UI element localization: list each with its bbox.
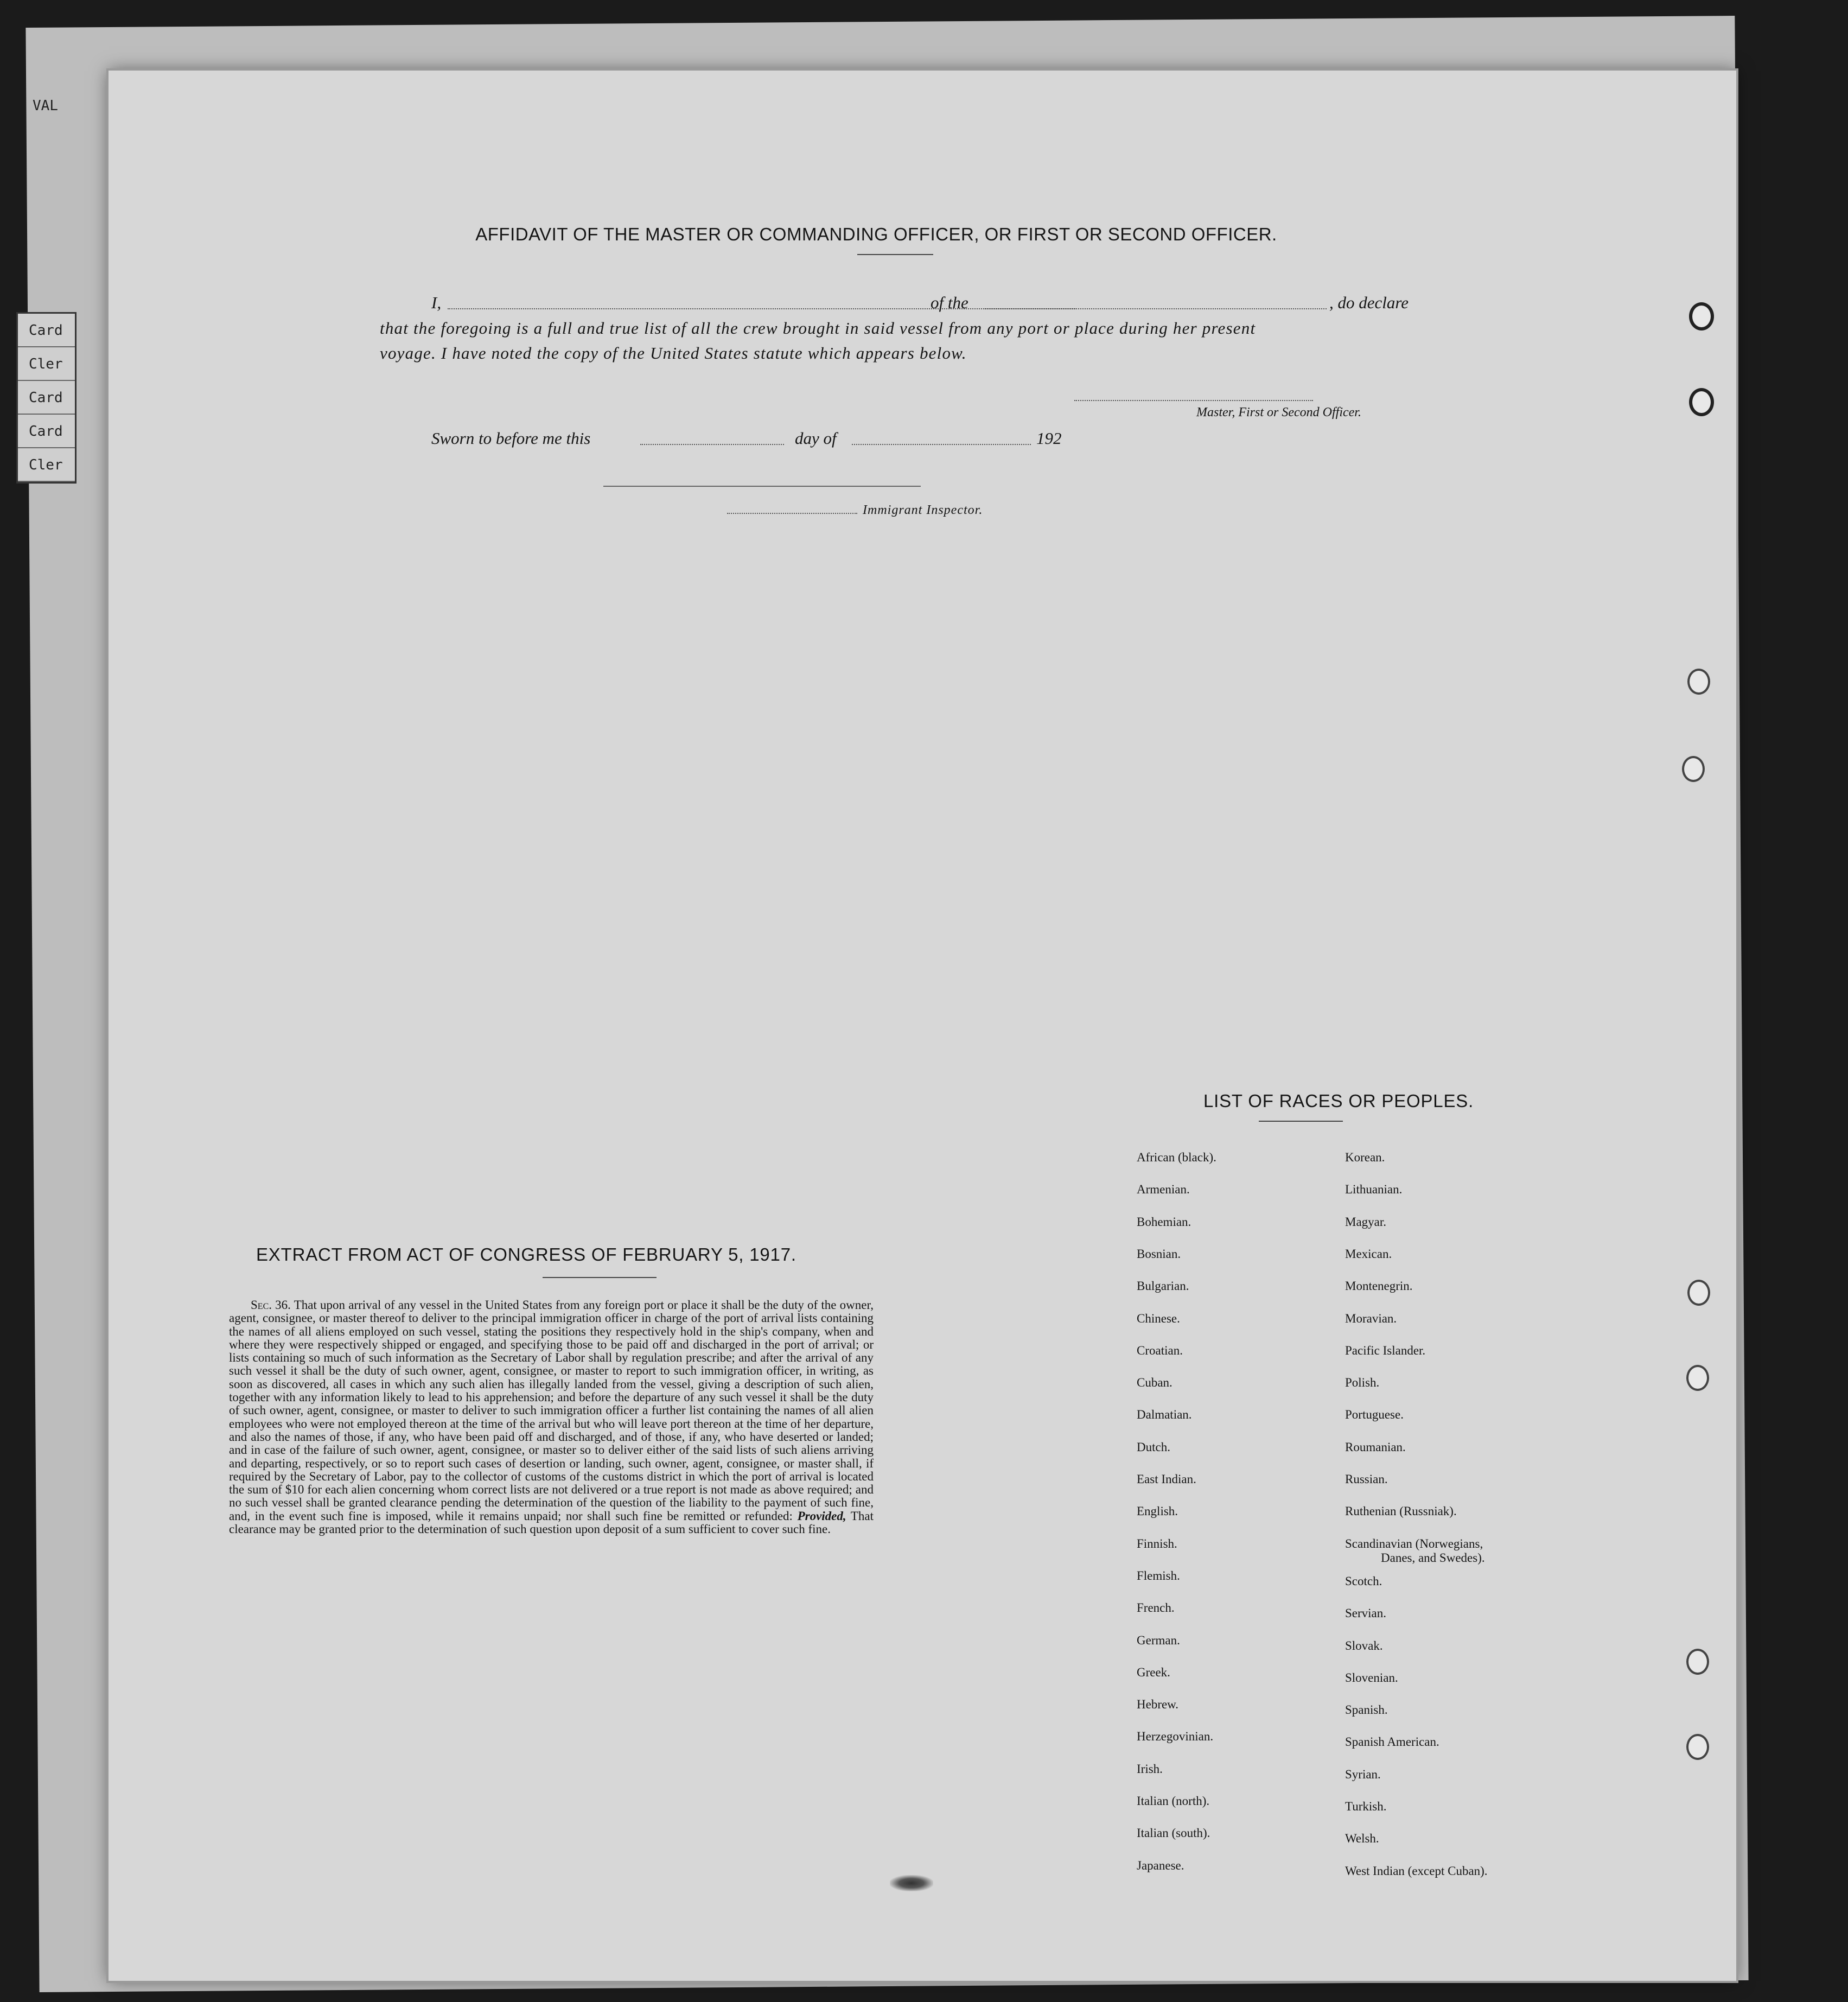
section-text: That upon arrival of any vessel in the United States from any foreign port or place it shall be the duty of the owner, agent, consignee, or master thereof to deliver to the principal immigration officer in charge of the port of arrival lists containing the names of all aliens employed on such vessel, stating the positions they respectively hold in the ship's company, when and where they were respectively shipped or engaged, and specifying those to be paid off and discharged in the port of arrival; or lists containing so much of such information as the Secretary of Labor shall by regulation prescribe; and after the arrival of any such vessel it shall be the duty of such owner, agent, consignee, or master to report to such immigration officer, in writing, as soon as discovered, all cases in which any such alien has illegally landed from the vessel, giving a description of such alien, together with any information likely to lead to his apprehension; and before the departure of any such vessel it shall be the duty of such owner, agent, consignee, or master to deliver to such immigration officer a further list containing the names of all alien employees who were not employed thereon at the time of the arrival but who will leave port thereon at the time of her departure, and also the names of those, if any, who have been paid off and discharged, and of those, if any, who have deserted or landed; and in case of the failure of such owner, agent, consignee, or master so to deliver either of the said lists of such aliens arriving and departing, respectively, or so to report such cases of desertion or landing, such owner, agent, consignee, or master shall, if required by the Secretary of Labor, pay to the collector of customs of the customs district in which the port of arrival is located the sum of $10 for each alien concerning whom correct lists are not delivered or a true report is not made as above required; and no such vessel shall be granted clearance pending the determination of the question of the liability to the payment of such fine, and, in the event such fine is imposed, while it remains unpaid; nor shall such fine be remitted or refunded: [229,1298,874,1523]
race-item: Portuguese. [1345,1408,1404,1422]
race-item: Flemish. [1137,1568,1180,1582]
declarant-label: I, [431,293,442,312]
race-item: Lithuanian. [1345,1183,1403,1197]
strip-row: Cler [18,448,75,482]
race-item: Italian (south). [1137,1826,1210,1840]
inspector-signature-rule[interactable] [603,486,921,487]
race-item-continuation: Danes, and Swedes). [1381,1550,1485,1565]
corner-label: VAL [33,98,58,114]
race-item: Syrian. [1345,1767,1381,1781]
race-item: Scandinavian (Norwegians, [1345,1536,1483,1550]
binder-hole [1686,1734,1709,1760]
races-title: LIST OF RACES OR PEOPLES. [1203,1091,1474,1111]
race-item: English. [1137,1504,1178,1518]
race-item: Roumanian. [1345,1440,1406,1454]
race-item: Slovenian. [1345,1670,1398,1685]
race-item: Chinese. [1137,1311,1180,1325]
declaration-line-3: voyage. I have noted the copy of the United States statute which appears below. [380,344,967,363]
sworn-month-line[interactable] [852,444,1031,445]
inspector-caption: Immigrant Inspector. [863,503,983,517]
race-item: Turkish. [1345,1800,1387,1813]
race-item: Dalmatian. [1137,1408,1192,1422]
race-item: Spanish. [1345,1703,1388,1717]
race-item: Ruthenian (Russniak). [1345,1504,1457,1518]
race-item: Greek. [1137,1665,1170,1679]
race-item: Bohemian. [1137,1215,1191,1229]
of-the-label: of the [931,293,968,312]
binder-hole [1682,756,1705,782]
extract-title-rule [543,1277,657,1278]
race-item: Armenian. [1137,1183,1190,1197]
side-card-strip [16,312,77,484]
race-item: Japanese. [1137,1858,1184,1872]
race-item: Bosnian. [1137,1247,1181,1261]
race-item: Pacific Islander. [1345,1343,1426,1357]
race-item: Welsh. [1345,1832,1379,1846]
race-item: French. [1137,1601,1175,1615]
race-item: German. [1137,1633,1180,1647]
race-item: Croatian. [1137,1343,1183,1357]
provided-word: Provided, [797,1509,846,1523]
race-item: Mexican. [1345,1247,1392,1261]
extract-body [229,1299,874,1536]
race-item: Hebrew. [1137,1698,1179,1712]
race-item: Korean. [1345,1151,1385,1164]
race-item: Spanish American. [1345,1735,1439,1749]
race-item: Herzegovinian. [1137,1730,1214,1744]
race-item: Russian. [1345,1472,1388,1486]
strip-row: Cler [18,347,75,381]
section-label: Sec. 36. [251,1298,291,1312]
do-declare-label: , do declare [1329,293,1409,312]
master-signature-line[interactable] [1074,400,1313,401]
race-item: Slovak. [1345,1638,1383,1653]
binder-hole [1687,669,1710,695]
race-item: Cuban. [1137,1376,1172,1390]
declaration-line-2: that the foregoing is a full and true list of all the crew brought in said vessel from any port or place during her present [380,319,1256,338]
vessel-name-line[interactable] [985,308,1327,309]
section-text-tail: That clearance may be granted prior to the determination of such question upon deposit of a sum sufficient to cover such fine. [229,1509,874,1536]
race-item: Montenegrin. [1345,1279,1413,1293]
races-title-rule [1259,1121,1343,1122]
strip-row: Card [18,415,75,448]
inspector-dotted-line [727,513,857,514]
binder-hole [1687,1280,1710,1306]
declarant-name-line[interactable] [448,308,1077,309]
day-of-label: day of [795,429,837,448]
sworn-day-line[interactable] [640,444,784,445]
title-rule [857,254,933,255]
race-item: Moravian. [1345,1311,1397,1325]
race-item: West Indian (except Cuban). [1345,1864,1488,1878]
race-item: Italian (north). [1137,1794,1210,1808]
race-item: African (black). [1137,1151,1216,1164]
race-item: Polish. [1345,1376,1380,1390]
binder-hole [1689,388,1714,416]
race-item: Scotch. [1345,1574,1382,1588]
race-item: Dutch. [1137,1440,1170,1454]
race-item: Irish. [1137,1762,1163,1776]
master-signature-caption: Master, First or Second Officer. [1196,405,1361,420]
year-label: 192 [1036,429,1062,448]
strip-row: Card [18,381,75,415]
race-item: Finnish. [1137,1536,1177,1550]
strip-row: Card [18,314,75,347]
form-page [109,71,1736,1981]
binder-hole [1689,302,1714,331]
race-item: Magyar. [1345,1215,1387,1229]
race-item: Bulgarian. [1137,1279,1189,1293]
extract-title: EXTRACT FROM ACT OF CONGRESS OF FEBRUARY 5, 1917. [256,1244,796,1264]
binder-hole [1686,1649,1709,1675]
ink-smudge [890,1875,933,1891]
affidavit-title: AFFIDAVIT OF THE MASTER OR COMMANDING OFFICER, OR FIRST OR SECOND OFFICER. [475,224,1277,244]
race-item: Servian. [1345,1606,1387,1620]
binder-hole [1686,1365,1709,1391]
race-item: East Indian. [1137,1472,1196,1486]
sworn-label: Sworn to before me this [431,429,591,448]
